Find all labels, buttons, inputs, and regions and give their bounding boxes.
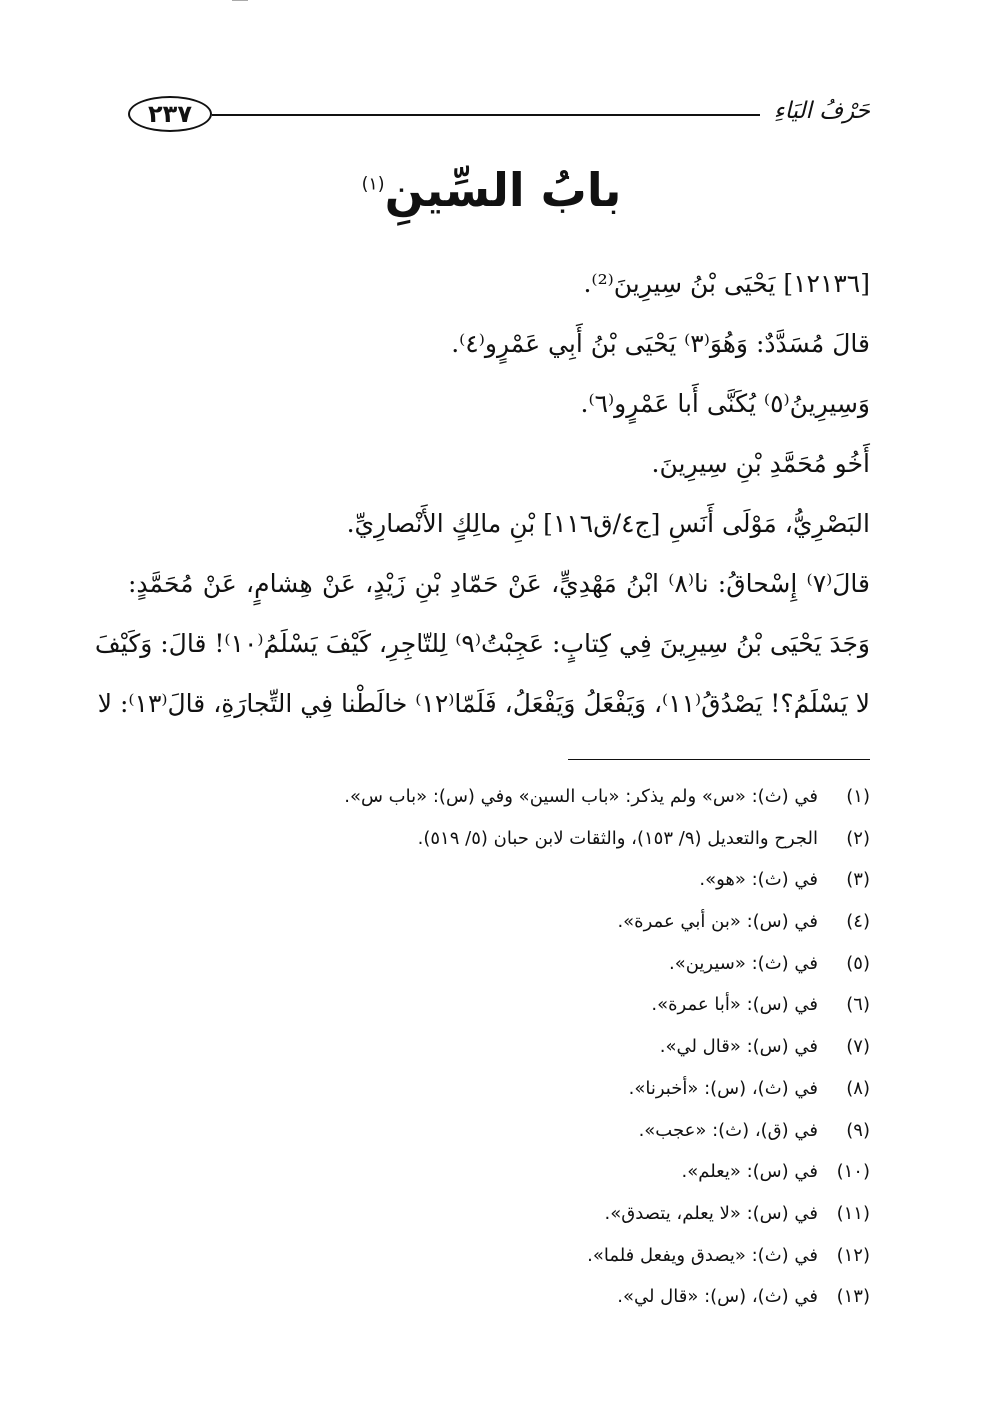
text-line: وَجَدَ يَحْيَى بْنُ سِيرِينَ فِي كِتابٍ: عَجِبْتُ⁽٩⁾ لِلتّاجِرِ، كَيْفَ يَسْلَمُ⁽١٠⁾! قالَ: وَكَيْفَ (94, 629, 870, 658)
footnote-item (128, 1241, 870, 1283)
text-line: أَخُو مُحَمَّدِ بْنِ سِيرِينَ. (651, 449, 870, 478)
page-number: ٢٣٧ (128, 96, 212, 132)
footnote-number: (٥) (846, 952, 870, 974)
footnote-item (128, 1032, 870, 1074)
text-line: البَصْرِيُّ، مَوْلَى أَنَسِ [ج٤/ق١١٦] بْنِ مالِكٍ الأَنْصارِيِّ. (346, 509, 870, 538)
footnote-separator (568, 759, 870, 760)
text-line: وَسِيرِينُ⁽٥⁾ يُكَنَّى أَبا عَمْرٍو⁽٦⁾. (580, 389, 870, 418)
footnote-item (128, 907, 870, 949)
scan-mark (232, 0, 248, 1)
chapter-title (0, 165, 983, 216)
footnote-item (128, 782, 870, 824)
main-text (94, 254, 870, 734)
footnote-number: (٧) (846, 1036, 870, 1058)
running-title: حَرْفُ اليَاءِ (773, 98, 870, 124)
footnote-item (128, 1116, 870, 1158)
footnote-text: في (ث)، (س): «قال لي». (617, 1286, 818, 1308)
footnote-number: (٢) (846, 827, 870, 849)
chapter-footnote-ref: (١) (361, 174, 385, 195)
footnote-number: (٦) (846, 994, 870, 1016)
footnote-text: في (س): «بن أبي عمرة». (617, 911, 818, 933)
footnote-number: (٩) (846, 1119, 870, 1141)
footnote-text: الجرح والتعديل (٩/ ١٥٣)، والثقات لابن حبان (٥/ ٥١٩). (417, 827, 818, 849)
footnote-text: في (ث): «يصدق ويفعل فلما». (587, 1244, 818, 1266)
footnote-text: في (ث): «س» ولم يذكر: «باب السين» وفي (س): «باب س». (344, 786, 818, 807)
header-rule (212, 114, 760, 116)
footnote-number: (٤) (846, 911, 870, 933)
footnote-number: (٣) (846, 869, 870, 891)
footnote-item (128, 990, 870, 1032)
text-line: لا يَسْلَمُ؟! يَصْدُقُ⁽١١⁾، وَيَفْعَلُ وَيَفْعَلُ، فَلَمّا⁽١٢⁾ خالَطْنا فِي التِّجارَةِ، قالَ⁽١٣⁾: لا (97, 689, 870, 718)
footnote-text: في (ث): «هو». (699, 869, 818, 891)
footnote-text: في (ث)، (س): «أخبرنا». (628, 1077, 818, 1099)
footnote-number: (١٣) (836, 1286, 870, 1308)
footnote-number: (١) (846, 786, 870, 807)
text-line: قالَ⁽٧⁾ إِسْحاقُ: نا⁽٨⁾ ابْنُ مَهْدِيٍّ، عَنْ حَمّادِ بْنِ زَيْدٍ، عَنْ هِشامٍ، عَنْ مُحَمَّدٍ: (128, 569, 870, 598)
entry-heading-line: [١٢١٣٦] يَحْيَى بْنُ سِيرِينَ⁽²⁾. (583, 269, 870, 298)
footnote-text: في (س): «لا يعلم، يتصدق». (604, 1202, 818, 1224)
footnote-number: (١١) (836, 1202, 870, 1224)
text-line: قالَ مُسَدَّدٌ: وَهُوَ⁽٣⁾ يَحْيَى بْنُ أَبِي عَمْرٍو⁽٤⁾. (451, 329, 870, 358)
footnote-item (128, 1074, 870, 1116)
footnote-number: (٨) (846, 1077, 870, 1099)
footnote-item (128, 824, 870, 866)
footnote-item (128, 949, 870, 991)
footnote-text: في (س): «يعلم». (681, 1161, 818, 1183)
footnote-item (128, 1282, 870, 1324)
footnotes (128, 782, 870, 1324)
footnote-text: في (ق)، (ث): «عجب». (638, 1119, 818, 1141)
running-header (128, 96, 870, 136)
footnote-number: (١٠) (836, 1161, 870, 1183)
chapter-title-text: بابُ السِّينِ (384, 163, 622, 217)
footnote-text: في (س): «قال لي». (659, 1036, 818, 1058)
footnote-text: في (ث): «سيرين». (668, 952, 818, 974)
footnote-item (128, 1199, 870, 1241)
footnote-text: في (س): «أبا عمرة». (651, 994, 818, 1016)
footnote-item (128, 865, 870, 907)
footnote-item (128, 1157, 870, 1199)
footnote-number: (١٢) (836, 1244, 870, 1266)
